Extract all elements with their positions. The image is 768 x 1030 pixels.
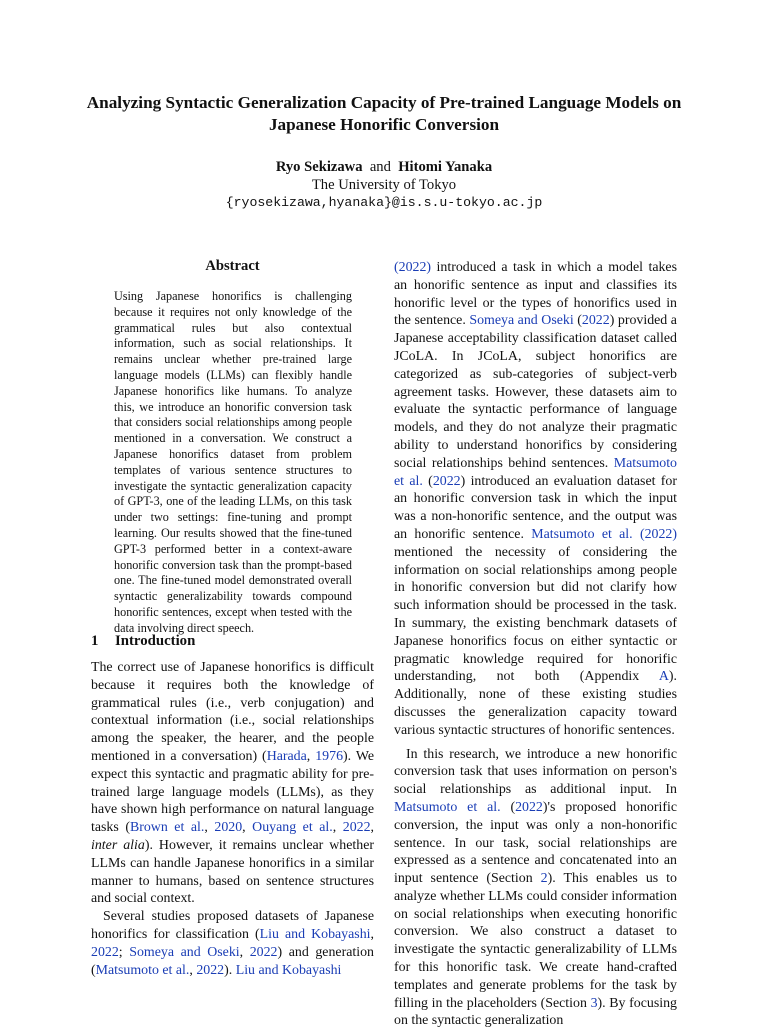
citation-link[interactable]: Liu and Kobayashi [259,926,371,942]
text: , [306,748,316,764]
right-paragraph-2 [394,746,677,1030]
text: Several studies proposed datasets of Japanese honorifics for classification ( [91,909,374,942]
text: ). However, it remains unclear whether LLMs can handle Japanese honorifics in a similar manner to humans, based on sentence structures and social context. [91,837,374,907]
text: ). [224,962,236,978]
left-column-body [91,659,374,979]
text: ). This enables us to analyze whether LLMs could consider information on social relationships when executing honorific conversion. We also construct a dataset to investigate the syntactic generalizability of LLMs for this honorific task. We create hand-crafted templates and generate problems for the task by filling in the placeholders (Section [394,871,677,1011]
text: , [370,820,375,836]
text: )'s proposed honorific conversion, the input was only a non-honorific sentence. In our task, social relationships are expressed as a sentence and concatenated into an input sentence (Section [394,799,677,887]
citation-link[interactable]: Matsumoto et al. [394,799,501,815]
author-1: Ryo Sekizawa [275,159,363,175]
citation-link[interactable]: 2022 [432,473,461,489]
citation-link[interactable]: 1976 [315,748,344,764]
citation-link[interactable]: Matsumoto et al. (2022) [531,526,677,542]
citation-link[interactable]: Harada [266,748,307,764]
appendix-link[interactable]: A [658,669,669,685]
citation-link[interactable]: 2022 [581,313,610,329]
citation-link[interactable]: 2022 [515,799,543,815]
citation-link[interactable]: (2022) [394,260,432,275]
section-link[interactable]: 3 [590,995,598,1011]
text: ) introduced an evaluation dataset for an honorific conversion task in which the input was a non-honorific sentence, and the output was an honorific sentence. [394,473,678,542]
citation-link[interactable]: Brown et al. [129,820,205,836]
abstract-heading: Abstract [205,258,260,274]
citation-link[interactable]: Someya and Oseki [469,313,574,329]
text: , [370,926,374,942]
author-2: Hitomi Yanaka [398,159,493,175]
citation-link[interactable]: Matsumoto et al. [394,455,677,489]
citation-link[interactable]: Liu and Kobayashi [235,962,342,978]
right-column-body [394,259,677,1030]
text: ( [500,799,516,815]
text: In this research, we introduce a new honorific conversion task that uses information on person's social relationships as additional input. In [394,746,677,798]
abstract-text: Using Japanese honorifics is challenging because it requires not only knowledge of the grammatical rules but also contextual information, such as social relationships. It remains unclear whether pre-trained large language models (LLMs) can flexibly handle Japanese honorifics like humans. To analyze this, we introduce an honorific conversion task that considers social relationships among people mentioned in a conversation. We construct a Japanese honorifics dataset from problem templates of various sentence structures to investigate the syntactic generalization capacity of GPT-3, one of the leading LLMs, on this task under two settings: fine-tuning and prompt learning. Our results showed that the fine-tuned GPT-3 performed better in a context-aware honorific conversion task than the prompt-based one. The fine-tuned model demonstrated overall syntactic generalizability towards compound honorific sentences, except when tested with the data involving direct speech. [114,289,352,635]
text: ) provided a Japanese acceptability classification dataset called JCoLA. In JCoLA, subject honorifics are categorized as sub-categories of subject-verb agreement tasks. However, these datasets aim to evaluate the syntactic performance of language models, and they do not analyze their pragmatic ability to understand honorifics by considering social relationships behind sentences. [394,313,677,471]
citation-link[interactable]: 2022 [196,962,225,978]
citation-link[interactable]: Matsumoto et al. [95,962,190,978]
citation-link[interactable]: 2022 [249,944,278,960]
text: mentioned the necessity of considering the information on social relationships among people in honorific conversion but did not clarify how such information should be processed in the task. In summary, the existing benchmark datasets of Japanese honorifics focus on either syntactic or pragmatic knowledge required for honorific understanding, not both (Appendix [394,544,677,685]
text: , [189,962,197,978]
text: , [332,820,343,836]
text: ). By focusing on the syntactic generalization [394,995,677,1029]
text: , [242,820,253,836]
section-number: 1 [91,633,99,649]
text: ). We expect this syntactic and pragmatic ability for pre-trained large language models (LLMs), as they have shown high performance on natural language tasks ( [91,748,374,836]
author-line [60,158,708,177]
citation-link[interactable]: Someya and Oseki [129,944,240,960]
affiliation: The University of Tokyo [311,177,457,193]
citation-link[interactable]: 2022 [91,944,119,960]
citation-link[interactable]: Ouyang et al. [252,820,333,836]
intro-paragraph-2 [91,908,374,979]
author-email: {ryosekizawa,hyanaka}@is.s.u-tokyo.ac.jp [225,195,543,210]
text: introduced a task in which a model takes an honorific sentence as input and classifies its honorific level or the types of honorifics used in the sentence. [394,260,677,329]
right-paragraph-1 [394,259,677,740]
text: ). Additionally, none of these existing studies discusses the generalization capacity toward various syntactic structures of honorific sentences. [394,669,677,738]
intro-paragraph-1 [91,659,374,908]
text: The correct use of Japanese honorifics is difficult because it requires both the knowledge of grammatical rules (i.e., verb conjugation) and contextual information (i.e., social relationships among the speaker, the hearer, and the people mentioned in a conversation) ( [91,660,374,764]
section-link[interactable]: 2 [540,871,548,887]
text: ( [573,313,582,329]
author-join: and [369,159,391,175]
italic-text: inter alia [91,837,145,853]
section-heading [91,633,195,650]
text: ; [118,944,130,960]
text: , [239,944,250,960]
paper-title: Analyzing Syntactic Generalization Capacity of Pre-trained Language Models on Japanese Honorific Conversion [86,93,682,134]
citation-link[interactable]: 2022 [342,820,371,836]
text: , [204,820,215,836]
citation-link[interactable]: 2020 [214,820,243,836]
text: ( [422,473,433,489]
section-title: Introduction [115,633,196,649]
text: ) and generation ( [91,944,374,978]
